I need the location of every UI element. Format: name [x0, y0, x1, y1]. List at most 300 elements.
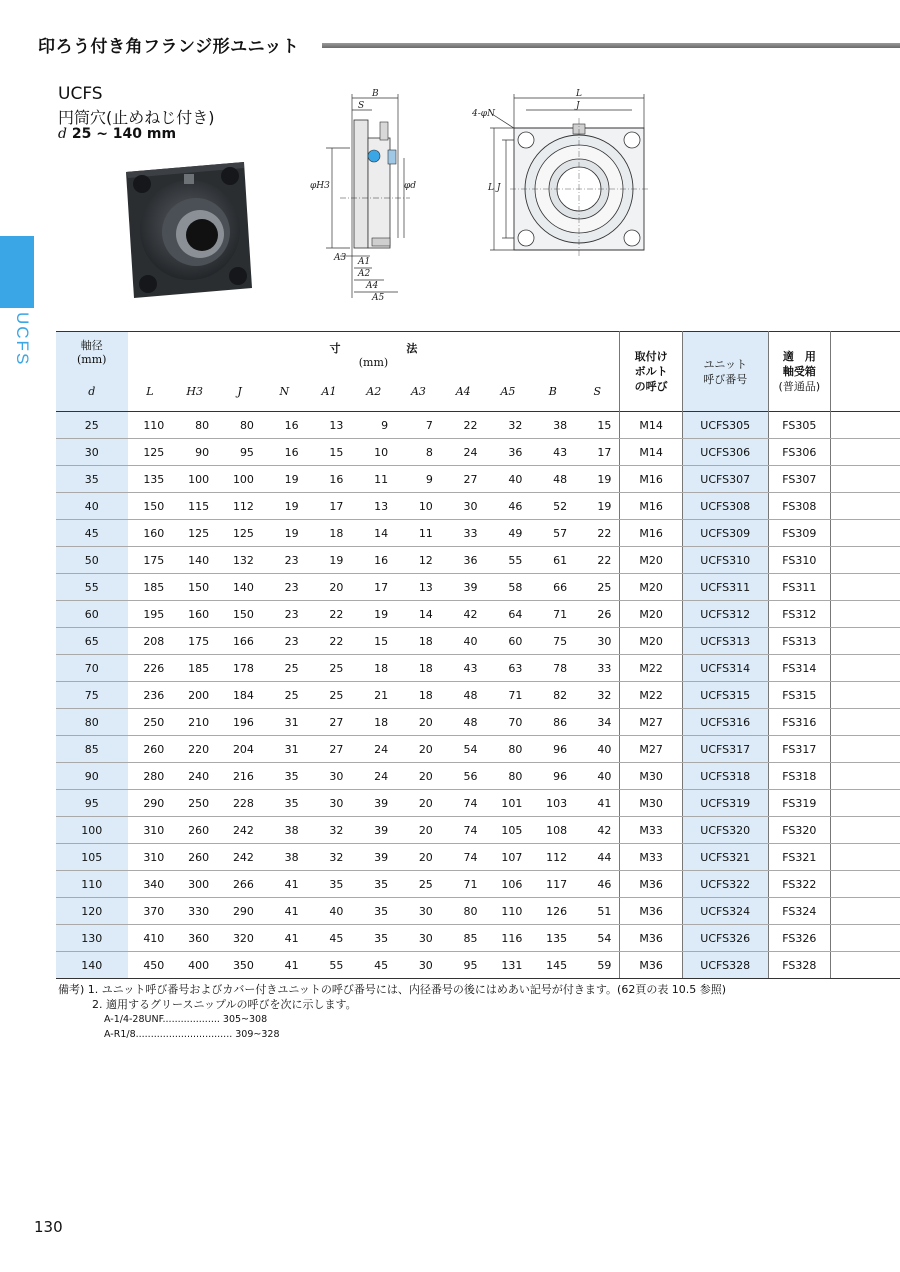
col-A3: A3 — [410, 384, 426, 398]
cell-h3: 260 — [172, 844, 217, 871]
cell-d: 70 — [56, 655, 128, 682]
cell-a1: 13 — [307, 412, 352, 439]
label-d: φd — [404, 181, 417, 191]
cell-s: 25 — [575, 574, 620, 601]
cell-housing: FS316 — [768, 709, 831, 736]
cell-h3: 175 — [172, 628, 217, 655]
cell-a4: 24 — [441, 439, 486, 466]
cell-h3: 80 — [172, 412, 217, 439]
cell-bolt: M27 — [620, 709, 683, 736]
cell-unit: UCFS314 — [682, 655, 768, 682]
cell-d: 50 — [56, 547, 128, 574]
cell-a4: 22 — [441, 412, 486, 439]
cell-l: 290 — [128, 790, 173, 817]
col-H3: H3 — [186, 384, 204, 398]
cell-s: 40 — [575, 736, 620, 763]
label-B: B — [372, 89, 379, 99]
cell-l: 110 — [128, 412, 173, 439]
table-row — [56, 682, 900, 709]
cell-blank — [831, 736, 900, 763]
cell-s: 22 — [575, 547, 620, 574]
cell-n: 25 — [262, 682, 307, 709]
cell-blank — [831, 601, 900, 628]
cell-b: 103 — [530, 790, 575, 817]
cell-a2: 16 — [351, 547, 396, 574]
bore-type: 円筒穴(止めねじ付き) — [58, 108, 215, 127]
cell-n: 25 — [262, 655, 307, 682]
label-A4: A4 — [366, 281, 379, 291]
table-row — [56, 817, 900, 844]
blank-header — [831, 332, 900, 412]
cell-housing: FS309 — [768, 520, 831, 547]
shaft-header — [56, 332, 128, 372]
cell-b: 126 — [530, 898, 575, 925]
cell-l: 185 — [128, 574, 173, 601]
cell-a2: 18 — [351, 655, 396, 682]
cell-d: 80 — [56, 709, 128, 736]
cell-l: 310 — [128, 817, 173, 844]
table-row — [56, 628, 900, 655]
cell-blank — [831, 520, 900, 547]
cell-n: 41 — [262, 925, 307, 952]
cell-unit: UCFS308 — [682, 493, 768, 520]
cell-a2: 21 — [351, 682, 396, 709]
cell-unit: UCFS328 — [682, 952, 768, 979]
cell-b: 135 — [530, 925, 575, 952]
cell-a2: 35 — [351, 898, 396, 925]
cell-a4: 56 — [441, 763, 486, 790]
dimension-table-body — [56, 412, 900, 979]
cell-a4: 95 — [441, 952, 486, 979]
cell-a3: 20 — [396, 790, 441, 817]
cell-unit: UCFS309 — [682, 520, 768, 547]
cell-b: 61 — [530, 547, 575, 574]
cell-housing: FS322 — [768, 871, 831, 898]
cell-a4: 71 — [441, 871, 486, 898]
cell-h3: 185 — [172, 655, 217, 682]
cell-a2: 39 — [351, 844, 396, 871]
cell-a2: 9 — [351, 412, 396, 439]
cell-a5: 70 — [486, 709, 531, 736]
cell-s: 59 — [575, 952, 620, 979]
cell-bolt: M30 — [620, 763, 683, 790]
label-A5: A5 — [372, 293, 385, 303]
shaft-symbol: d — [56, 372, 128, 412]
cell-a1: 32 — [307, 817, 352, 844]
cell-a4: 33 — [441, 520, 486, 547]
cell-b: 43 — [530, 439, 575, 466]
cell-b: 112 — [530, 844, 575, 871]
cell-b: 75 — [530, 628, 575, 655]
cell-a5: 46 — [486, 493, 531, 520]
cell-a2: 13 — [351, 493, 396, 520]
cell-housing: FS307 — [768, 466, 831, 493]
cell-b: 86 — [530, 709, 575, 736]
cell-b: 66 — [530, 574, 575, 601]
notes — [58, 982, 726, 1042]
cell-d: 25 — [56, 412, 128, 439]
nipple-spec-2: A-R1/8................................ 309~328 — [104, 1029, 280, 1040]
cell-n: 31 — [262, 736, 307, 763]
cell-housing: FS319 — [768, 790, 831, 817]
cell-a3: 20 — [396, 817, 441, 844]
cell-a3: 12 — [396, 547, 441, 574]
cell-housing: FS318 — [768, 763, 831, 790]
cell-n: 35 — [262, 763, 307, 790]
cell-l: 410 — [128, 925, 173, 952]
cell-a1: 16 — [307, 466, 352, 493]
table-row — [56, 844, 900, 871]
cell-blank — [831, 817, 900, 844]
front-view-drawing — [470, 88, 670, 268]
cell-a5: 131 — [486, 952, 531, 979]
cell-a1: 30 — [307, 790, 352, 817]
cell-bolt: M16 — [620, 466, 683, 493]
cell-a2: 17 — [351, 574, 396, 601]
cell-b: 38 — [530, 412, 575, 439]
cell-h3: 330 — [172, 898, 217, 925]
cell-j: 196 — [217, 709, 262, 736]
cell-housing: FS320 — [768, 817, 831, 844]
cell-bolt: M14 — [620, 412, 683, 439]
cell-a2: 10 — [351, 439, 396, 466]
cell-b: 108 — [530, 817, 575, 844]
series-code: UCFS — [58, 84, 103, 104]
cell-bolt: M20 — [620, 574, 683, 601]
cell-a3: 30 — [396, 898, 441, 925]
cell-d: 65 — [56, 628, 128, 655]
col-B: B — [548, 384, 557, 398]
cell-j: 150 — [217, 601, 262, 628]
cell-d: 75 — [56, 682, 128, 709]
cell-a3: 18 — [396, 655, 441, 682]
cell-b: 96 — [530, 736, 575, 763]
cell-h3: 240 — [172, 763, 217, 790]
cell-bolt: M22 — [620, 655, 683, 682]
cell-s: 32 — [575, 682, 620, 709]
cell-j: 266 — [217, 871, 262, 898]
cell-b: 48 — [530, 466, 575, 493]
product-photo — [120, 158, 256, 302]
cell-l: 280 — [128, 763, 173, 790]
cell-a1: 55 — [307, 952, 352, 979]
cell-housing: FS306 — [768, 439, 831, 466]
cell-unit: UCFS319 — [682, 790, 768, 817]
table-row — [56, 736, 900, 763]
cell-l: 175 — [128, 547, 173, 574]
cell-b: 117 — [530, 871, 575, 898]
cell-s: 19 — [575, 493, 620, 520]
cell-housing: FS308 — [768, 493, 831, 520]
cell-housing: FS305 — [768, 412, 831, 439]
cell-a1: 32 — [307, 844, 352, 871]
nipple-spec-1: A-1/4-28UNF................... 305~308 — [104, 1014, 268, 1025]
cell-b: 78 — [530, 655, 575, 682]
cell-d: 40 — [56, 493, 128, 520]
cell-j: 184 — [217, 682, 262, 709]
cell-a2: 35 — [351, 871, 396, 898]
cell-housing: FS328 — [768, 952, 831, 979]
cell-blank — [831, 682, 900, 709]
cell-s: 30 — [575, 628, 620, 655]
cell-j: 80 — [217, 412, 262, 439]
cell-bolt: M22 — [620, 682, 683, 709]
cell-s: 33 — [575, 655, 620, 682]
housing-header-sub: (普通品) — [778, 380, 821, 393]
cell-a5: 64 — [486, 601, 531, 628]
cell-bolt: M16 — [620, 520, 683, 547]
cell-d: 110 — [56, 871, 128, 898]
cell-s: 15 — [575, 412, 620, 439]
cell-j: 242 — [217, 844, 262, 871]
table-row — [56, 763, 900, 790]
cell-a2: 35 — [351, 925, 396, 952]
cell-h3: 140 — [172, 547, 217, 574]
col-N: N — [279, 384, 290, 398]
table-row — [56, 601, 900, 628]
cell-unit: UCFS307 — [682, 466, 768, 493]
cell-d: 60 — [56, 601, 128, 628]
cell-j: 132 — [217, 547, 262, 574]
cell-unit: UCFS311 — [682, 574, 768, 601]
table-row — [56, 547, 900, 574]
cell-b: 57 — [530, 520, 575, 547]
cell-n: 38 — [262, 817, 307, 844]
cell-a1: 22 — [307, 628, 352, 655]
cell-housing: FS314 — [768, 655, 831, 682]
cell-s: 44 — [575, 844, 620, 871]
cell-unit: UCFS324 — [682, 898, 768, 925]
cell-bolt: M27 — [620, 736, 683, 763]
cell-s: 19 — [575, 466, 620, 493]
cell-blank — [831, 493, 900, 520]
cell-a3: 25 — [396, 871, 441, 898]
label-A2: A2 — [358, 269, 371, 279]
table-row — [56, 412, 900, 439]
cell-a4: 39 — [441, 574, 486, 601]
cell-j: 95 — [217, 439, 262, 466]
cell-l: 208 — [128, 628, 173, 655]
cell-a1: 17 — [307, 493, 352, 520]
cell-a5: 106 — [486, 871, 531, 898]
table-row — [56, 574, 900, 601]
cell-a4: 74 — [441, 790, 486, 817]
cell-l: 236 — [128, 682, 173, 709]
table-row — [56, 655, 900, 682]
table-row — [56, 790, 900, 817]
cell-a4: 27 — [441, 466, 486, 493]
cell-a3: 30 — [396, 925, 441, 952]
cell-housing: FS315 — [768, 682, 831, 709]
col-A2: A2 — [366, 384, 382, 398]
cell-bolt: M36 — [620, 952, 683, 979]
cell-a1: 30 — [307, 763, 352, 790]
cell-bolt: M20 — [620, 547, 683, 574]
side-tab-label: UCFS — [13, 312, 32, 367]
table-row — [56, 439, 900, 466]
title-rule — [322, 43, 900, 48]
cell-j: 228 — [217, 790, 262, 817]
cell-d: 85 — [56, 736, 128, 763]
table-row — [56, 952, 900, 979]
table-row — [56, 871, 900, 898]
cell-n: 23 — [262, 547, 307, 574]
cell-a2: 19 — [351, 601, 396, 628]
cell-blank — [831, 547, 900, 574]
cell-bolt: M16 — [620, 493, 683, 520]
cell-a3: 14 — [396, 601, 441, 628]
cell-a5: 55 — [486, 547, 531, 574]
cell-bolt: M36 — [620, 871, 683, 898]
notes-prefix: 備考) — [58, 983, 85, 996]
note-2: 2. 適用するグリースニップルの呼びを次に示します。 — [92, 998, 357, 1011]
cell-blank — [831, 925, 900, 952]
cell-j: 125 — [217, 520, 262, 547]
cell-n: 23 — [262, 574, 307, 601]
shaft-header-label: 軸径 — [80, 339, 103, 353]
label-H3: φH3 — [310, 181, 330, 191]
cell-blank — [831, 412, 900, 439]
cell-housing: FS317 — [768, 736, 831, 763]
cell-housing: FS312 — [768, 601, 831, 628]
cell-blank — [831, 439, 900, 466]
table-row — [56, 925, 900, 952]
cell-unit: UCFS322 — [682, 871, 768, 898]
label-L: L — [576, 89, 582, 99]
cell-n: 19 — [262, 493, 307, 520]
shaft-header-unit: (mm) — [77, 353, 107, 367]
cell-a1: 45 — [307, 925, 352, 952]
page-title: 印ろう付き角フランジ形ユニット — [38, 37, 300, 57]
cell-h3: 300 — [172, 871, 217, 898]
cell-a5: 58 — [486, 574, 531, 601]
note-1: 1. ユニット呼び番号およびカバー付きユニットの呼び番号には、内径番号の後にはめあい記号が付きます。(62頁の表 10.5 参照) — [87, 983, 727, 996]
label-N: 4-φN — [472, 109, 495, 119]
cell-a4: 74 — [441, 844, 486, 871]
cell-a1: 20 — [307, 574, 352, 601]
cell-n: 19 — [262, 520, 307, 547]
cell-blank — [831, 628, 900, 655]
cell-a2: 24 — [351, 736, 396, 763]
cell-a4: 42 — [441, 601, 486, 628]
cell-n: 23 — [262, 601, 307, 628]
cell-a4: 54 — [441, 736, 486, 763]
cell-d: 140 — [56, 952, 128, 979]
cell-l: 250 — [128, 709, 173, 736]
cell-blank — [831, 871, 900, 898]
cell-a1: 27 — [307, 709, 352, 736]
cell-unit: UCFS316 — [682, 709, 768, 736]
cell-housing: FS321 — [768, 844, 831, 871]
cell-h3: 220 — [172, 736, 217, 763]
cell-n: 31 — [262, 709, 307, 736]
label-J: J — [576, 101, 580, 111]
cell-l: 135 — [128, 466, 173, 493]
cell-a1: 15 — [307, 439, 352, 466]
cell-housing: FS313 — [768, 628, 831, 655]
cell-s: 22 — [575, 520, 620, 547]
range-symbol: d — [58, 126, 67, 142]
cell-l: 260 — [128, 736, 173, 763]
cell-blank — [831, 844, 900, 871]
cell-a5: 107 — [486, 844, 531, 871]
cell-unit: UCFS313 — [682, 628, 768, 655]
cell-n: 16 — [262, 439, 307, 466]
cell-h3: 125 — [172, 520, 217, 547]
cell-d: 105 — [56, 844, 128, 871]
cell-b: 82 — [530, 682, 575, 709]
label-A1: A1 — [358, 257, 371, 267]
cell-d: 100 — [56, 817, 128, 844]
cell-a1: 19 — [307, 547, 352, 574]
cell-a3: 9 — [396, 466, 441, 493]
cell-s: 41 — [575, 790, 620, 817]
dimensions-header-unit: (mm) — [358, 356, 389, 369]
cell-a4: 43 — [441, 655, 486, 682]
dimension-table — [56, 331, 900, 979]
cell-s: 42 — [575, 817, 620, 844]
cell-j: 178 — [217, 655, 262, 682]
cell-n: 35 — [262, 790, 307, 817]
cell-d: 45 — [56, 520, 128, 547]
cell-housing: FS326 — [768, 925, 831, 952]
cell-n: 41 — [262, 871, 307, 898]
cell-n: 23 — [262, 628, 307, 655]
cell-n: 16 — [262, 412, 307, 439]
cell-housing: FS324 — [768, 898, 831, 925]
cell-l: 195 — [128, 601, 173, 628]
cell-s: 26 — [575, 601, 620, 628]
cell-h3: 360 — [172, 925, 217, 952]
cell-a1: 40 — [307, 898, 352, 925]
cell-h3: 260 — [172, 817, 217, 844]
cell-a5: 116 — [486, 925, 531, 952]
cell-a5: 101 — [486, 790, 531, 817]
cell-a2: 11 — [351, 466, 396, 493]
cell-a2: 45 — [351, 952, 396, 979]
cell-blank — [831, 763, 900, 790]
col-A5: A5 — [500, 384, 516, 398]
col-A4: A4 — [455, 384, 471, 398]
cell-b: 71 — [530, 601, 575, 628]
cell-unit: UCFS310 — [682, 547, 768, 574]
cell-a1: 27 — [307, 736, 352, 763]
housing-header — [768, 332, 831, 412]
cell-a4: 80 — [441, 898, 486, 925]
cell-j: 320 — [217, 925, 262, 952]
cell-l: 450 — [128, 952, 173, 979]
cell-a2: 14 — [351, 520, 396, 547]
cell-bolt: M36 — [620, 925, 683, 952]
cell-n: 41 — [262, 952, 307, 979]
cell-a3: 20 — [396, 844, 441, 871]
cell-a2: 15 — [351, 628, 396, 655]
cell-unit: UCFS317 — [682, 736, 768, 763]
cell-d: 90 — [56, 763, 128, 790]
cell-a4: 40 — [441, 628, 486, 655]
cell-unit: UCFS320 — [682, 817, 768, 844]
cell-a1: 18 — [307, 520, 352, 547]
col-L: L — [146, 384, 154, 398]
cell-a4: 36 — [441, 547, 486, 574]
cell-s: 17 — [575, 439, 620, 466]
cell-l: 125 — [128, 439, 173, 466]
cell-a4: 74 — [441, 817, 486, 844]
cell-h3: 100 — [172, 466, 217, 493]
cell-d: 130 — [56, 925, 128, 952]
cell-n: 38 — [262, 844, 307, 871]
cell-a5: 63 — [486, 655, 531, 682]
